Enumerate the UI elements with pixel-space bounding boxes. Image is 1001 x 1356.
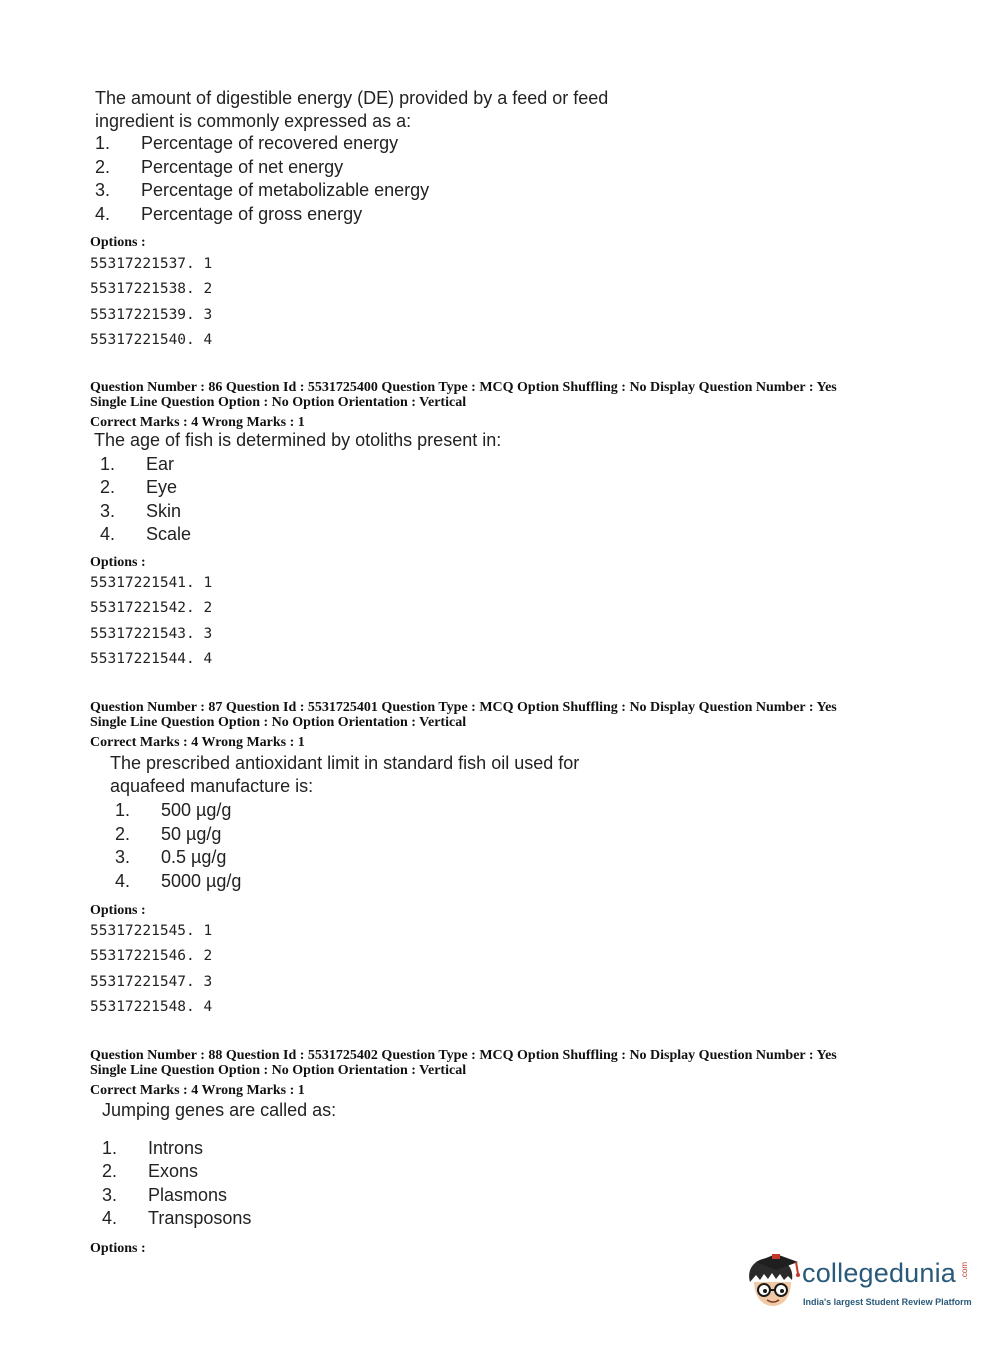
logo-com: .com <box>960 1262 969 1280</box>
option-id: 55317221546. 2 <box>90 948 213 965</box>
option-id-list <box>90 919 212 1020</box>
meta-line: Single Line Question Option : No Option Orientation : Vertical <box>90 395 467 410</box>
option-id: 55317221544. 4 <box>90 650 213 667</box>
mascot-icon <box>742 1252 802 1312</box>
question-88-choices <box>102 1137 251 1230</box>
option-id: 55317221541. 1 <box>90 575 213 591</box>
question-85-text <box>95 87 608 133</box>
options-label: Options : <box>90 1241 146 1256</box>
choice-item: 2. 50 µg/g <box>115 823 222 844</box>
question-line: The prescribed antioxidant limit in standard fish oil used for <box>110 753 580 773</box>
question-line: ingredient is commonly expressed as a: <box>95 111 412 131</box>
option-id: 55317221540. 4 <box>90 331 213 348</box>
option-id: 55317221545. 1 <box>90 923 213 939</box>
options-label: Options : <box>90 235 146 250</box>
choice-item: 4. Percentage of gross energy <box>95 203 363 224</box>
question-line: aquafeed manufacture is: <box>110 776 314 796</box>
option-id: 55317221543. 3 <box>90 625 213 642</box>
choice-item: 1. Percentage of recovered energy <box>95 133 399 153</box>
question-86-meta <box>90 380 837 430</box>
question-86-choices <box>100 453 191 546</box>
option-id: 55317221537. 1 <box>90 256 213 272</box>
meta-line: Question Number : 87 Question Id : 5531725401 Question Type : MCQ Option Shuffling : No Display Question Number : Yes <box>90 700 837 715</box>
choice-item: 3. Plasmons <box>102 1184 228 1205</box>
option-id: 55317221542. 2 <box>90 600 213 617</box>
choice-item: 2. Exons <box>102 1161 199 1182</box>
collegedunia-logo <box>742 1252 972 1312</box>
question-87-text <box>110 752 579 798</box>
choice-item: 3. 0.5 µg/g <box>115 847 227 867</box>
choice-item: 1. Ear <box>100 454 175 474</box>
meta-line: Single Line Question Option : No Option Orientation : Vertical <box>90 1063 467 1078</box>
marks-line: Correct Marks : 4 Wrong Marks : 1 <box>90 1083 305 1098</box>
meta-line: Question Number : 86 Question Id : 5531725400 Question Type : MCQ Option Shuffling : No Display Question Number : Yes <box>90 380 837 395</box>
question-87-meta <box>90 700 837 750</box>
question-86-text <box>94 429 501 452</box>
choice-item: 4. Transposons <box>102 1207 252 1228</box>
logo-tagline: India's largest Student Review Platform <box>803 1297 972 1307</box>
question-line: The age of fish is determined by otoliths present in: <box>94 430 502 450</box>
option-id-list <box>90 571 212 672</box>
logo-wordmark: collegedunia <box>802 1258 957 1288</box>
choice-item: 2. Percentage of net energy <box>95 156 344 177</box>
question-88-text <box>102 1099 336 1122</box>
option-id-list <box>90 252 212 353</box>
option-id: 55317221539. 3 <box>90 306 213 323</box>
option-id: 55317221547. 3 <box>90 973 213 990</box>
meta-line: Question Number : 88 Question Id : 5531725402 Question Type : MCQ Option Shuffling : No Display Question Number : Yes <box>90 1048 837 1063</box>
choice-item: 1. Introns <box>102 1138 204 1158</box>
question-87-choices <box>115 799 241 893</box>
question-line: The amount of digestible energy (DE) provided by a feed or feed <box>95 88 609 108</box>
choice-item: 3. Skin <box>100 500 182 521</box>
meta-line: Single Line Question Option : No Option Orientation : Vertical <box>90 715 467 730</box>
options-label: Options : <box>90 555 146 570</box>
marks-line: Correct Marks : 4 Wrong Marks : 1 <box>90 415 305 430</box>
options-label: Options : <box>90 903 146 918</box>
option-id: 55317221548. 4 <box>90 998 213 1015</box>
choice-item: 4. 5000 µg/g <box>115 870 242 891</box>
question-85-choices <box>95 132 429 226</box>
option-id: 55317221538. 2 <box>90 281 213 298</box>
choice-item: 1. 500 µg/g <box>115 800 232 820</box>
question-88-meta <box>90 1048 837 1098</box>
question-line: Jumping genes are called as: <box>102 1100 337 1120</box>
choice-item: 4. Scale <box>100 523 192 544</box>
marks-line: Correct Marks : 4 Wrong Marks : 1 <box>90 735 305 750</box>
choice-item: 3. Percentage of metabolizable energy <box>95 180 430 200</box>
choice-item: 2. Eye <box>100 477 178 498</box>
